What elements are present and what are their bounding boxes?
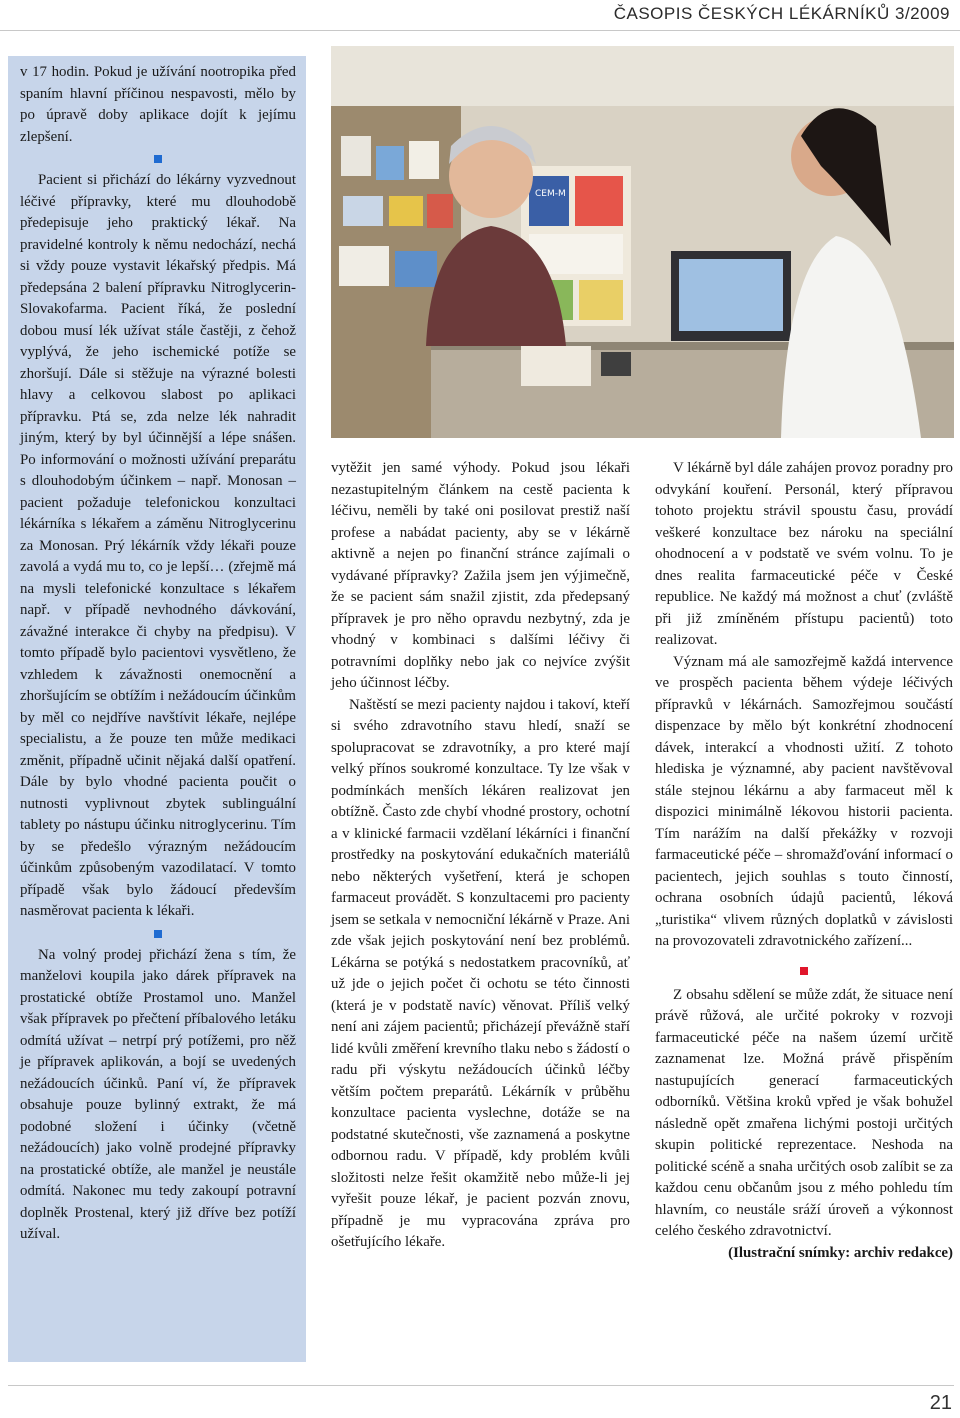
page-number: 21 xyxy=(929,1392,952,1414)
right-paragraph-3: Z obsahu sdělení se může zdát, že situace není právě růžová, ale určité pokroky v rozvoji farmaceutické péče na našem území určitě zaznamenat lze. Možná právě přispěním nastupujících generací farmaceutických odborníků. Většina kroků vpřed je však bohužel následně opět zmařena lichými postoji určitých skupin politické reprezentace. Neshoda na politické scéně a snaha určitých osob zalíbit se za každou cenu občanům jsou z mého pohledu tím hlavním, co neustále sráží úroveň a výkonnost celého českého zdravotnictví. xyxy=(655,986,953,1239)
counter-sign-text: CEM-M xyxy=(535,189,566,199)
pharmacy-photo-illustration xyxy=(331,46,954,438)
right-paragraph-1: V lékárně byl dále zahájen provoz poradny pro odvykání kouření. Personál, který přípravou tohoto projektu strávil spoustu času, provádí veškeré konzultace bez nároku na speciální ohodnocení a v podstatě ve svém volnu. To je dnes realita farmaceutické péče v České republice. Ne každý má možnost a chuť (zvláště při již zmíněném přístupu pacientů) toto realizovat. xyxy=(655,460,953,648)
left-paragraph-1: v 17 hodin. Pokud je užívání nootropika před spaním hlavní příčinou nespavosti, mělo by po úpravě doby aplikace dojít k jejímu zlepšení. xyxy=(20,64,296,145)
right-column xyxy=(655,458,953,1264)
middle-paragraph-2: Naštěstí se mezi pacienty najdou i takoví, kteří si svého zdravotního stavu hledí, snaží se spolupracovat se zdravotníky, a pro které mají velký přínos soukromé konzultace. Ty lze však v podmínkách menších lékáren realizovat jen obtížně. Často zde chybí vhodné prostory, ochotní a v klinické farmacii vzdělaní lékárníci i finanční prostředky na poskytování edukačních materiálů nebo některých vyšetření, která je schopen farmaceut provádět. S konzultacemi pro pacienty jsem se setkala v nemocniční lékárně v Praze. Ani zde však jejich poskytování není bez problémů. Lékárna se potýká s nedostatkem pracovníků, ať už jde o jejich počet či ochotu se této činnosti (která je v podstatě navíc) věnovat. Příliš velký není ani zájem pacientů; přicházejí převážně staří lidé kvůli změření krevního tlaku nebo s žádostí o radu při výskytu nežádoucích účinků léčby větším počtem preparátů. Lékárník v průběhu konzultace pacienta vyslechne, dotáže se na podstatné skutečnosti, vše zaznamená a poskytne odbornou radu. V případě, kdy problém kvůli složitosti nelze řešit okamžitě nebo může-li jej vyřešit pouze lékař, je pacient pozván znovu, případně je mu vypracována zpráva pro ošetřujícího lékaře. xyxy=(331,696,630,1250)
left-column xyxy=(8,56,306,1362)
section-marker-blue xyxy=(154,930,162,938)
left-paragraph-2: Pacient si přichází do lékárny vyzvednout léčivé přípravky, které mu dlouhodobě předepisuje jeho praktický lékař. Na pravidelné kontroly k němu nedochází, nechá si vždy pouze vystavit lékařský předpis. Má předepsána 2 balení přípravku Nitroglycerin-Slovakofarma. Pacient říká, že poslední dobou musí lék užívat stále častěji, z čehož vyplývá, že jeho ischemické potíže se zhoršují. Dále si stěžuje na výrazné bolesti hlavy a celkovou slabost po aplikaci přípravku. Ptá se, zda nelze lék nahradit jiným, který by byl účinnější a lépe snášen. Po informování o možnosti užívání preparátu s dlouhodobým účinkem – např. Monosan – pacient požaduje telefonickou konzultaci lékárníka s lékařem a záměnu Nitroglycerinu za Monosan. Prý lékárník vždy lékaři pouze zavolá a vydá mu to, co je lepší… (zřejmě má na mysli telefonické konzultace s lékařem např. v případě nevhodného dávkování, závažné interakce či chyby na předpisu). V tomto případě bylo pacientovi vysvětleno, že vzhledem k závažnosti onemocnění a zhoršujícím se obtížím i nežádoucím účinkům by měl co nejdříve navštívit lékaře, nejlépe specialistu, a že pouze ten může medikaci změnit, případně učinit nějaká další opatření. Dále by bylo vhodné pacienta poučit o nutnosti vyplivnout zbytek sublinguální tablety po nástupu účinku nitroglycerinu. Tím by se předešlo výrazným nežádoucím účinkům způsobeným vazodilatací. V tomto případě však bylo žádoucí především nasměrovat pacienta k lékaři. xyxy=(20,172,296,919)
header-rule xyxy=(0,30,960,31)
left-paragraph-3: Na volný prodej přichází žena s tím, že manželovi koupila jako dárek přípravek na prostatické obtíže Prostamol uno. Manžel však přípravek po přečtení příbalového letáku odmítá užívat – netrpí prý potížemi, pro něž je přípravek aplikován, a bojí se uvedených nežádoucích účinků. Paní ví, že přípravek obsahuje pouze bylinný extrakt, že má podobné složení i účinky (včetně nežádoucích) jako volně prodejné přípravky na prostatické obtíže, ale manžel je neustále odmítá. Nakonec mu tedy zakoupí potravní doplněk Prostenal, který již dříve bez potíží užíval. xyxy=(20,946,296,1242)
footer-rule xyxy=(8,1385,954,1386)
section-marker-red xyxy=(800,967,808,975)
right-paragraph-2: Význam má ale samozřejmě každá intervence ve prospěch pacienta během výdeje léčivých přípravků v lékárnách. Samozřejmou součástí dispenzace by mělo být konkrétní zhodnocení dávek, interakcí a vhodnosti užití. Z tohoto hlediska je významné, aby pacient navštěvoval stále stejnou lékárnu a aby farmaceut měl k dispozici minimálně lékovou historii pacienta. Tím narážím na další překážky v rozvoji farmaceutické péče – shromažďování informací o pacientech, jejich souhlas s touto činností, ochrana osobních údajů pacientů, léková „turistika“ vlivem různých doplatků v závislosti na provozovateli zdravotnického zařízení... xyxy=(655,653,953,949)
middle-column xyxy=(331,458,630,1254)
journal-header: ČASOPIS ČESKÝCH LÉKÁRNÍKŮ 3/2009 xyxy=(613,4,950,23)
middle-paragraph-1: vytěžit jen samé výhody. Pokud jsou lékaři nezastupitelným článkem na cestě pacienta k léčivu, neměli by také oni posilovat prestiž naší profese a nabádat pacienty, aby se v lékárně aktivně a nejen po finanční stránce zajímali o vydávané přípravky? Zažila jsem jen výjimečně, že se pacient sám snažil zjistit, zda předepsaný přípravek je pro něho opravdu nezbytný, zda je vhodný v kombinaci s dalšími léčivy či potravními doplňky nebo jak co nejvíce zvýšit jeho účinnost léčby. xyxy=(331,460,630,691)
section-marker-blue xyxy=(154,155,162,163)
photo-credit-caption: (Ilustrační snímky: archiv redakce) xyxy=(728,1244,953,1261)
pharmacy-photo xyxy=(331,46,954,438)
